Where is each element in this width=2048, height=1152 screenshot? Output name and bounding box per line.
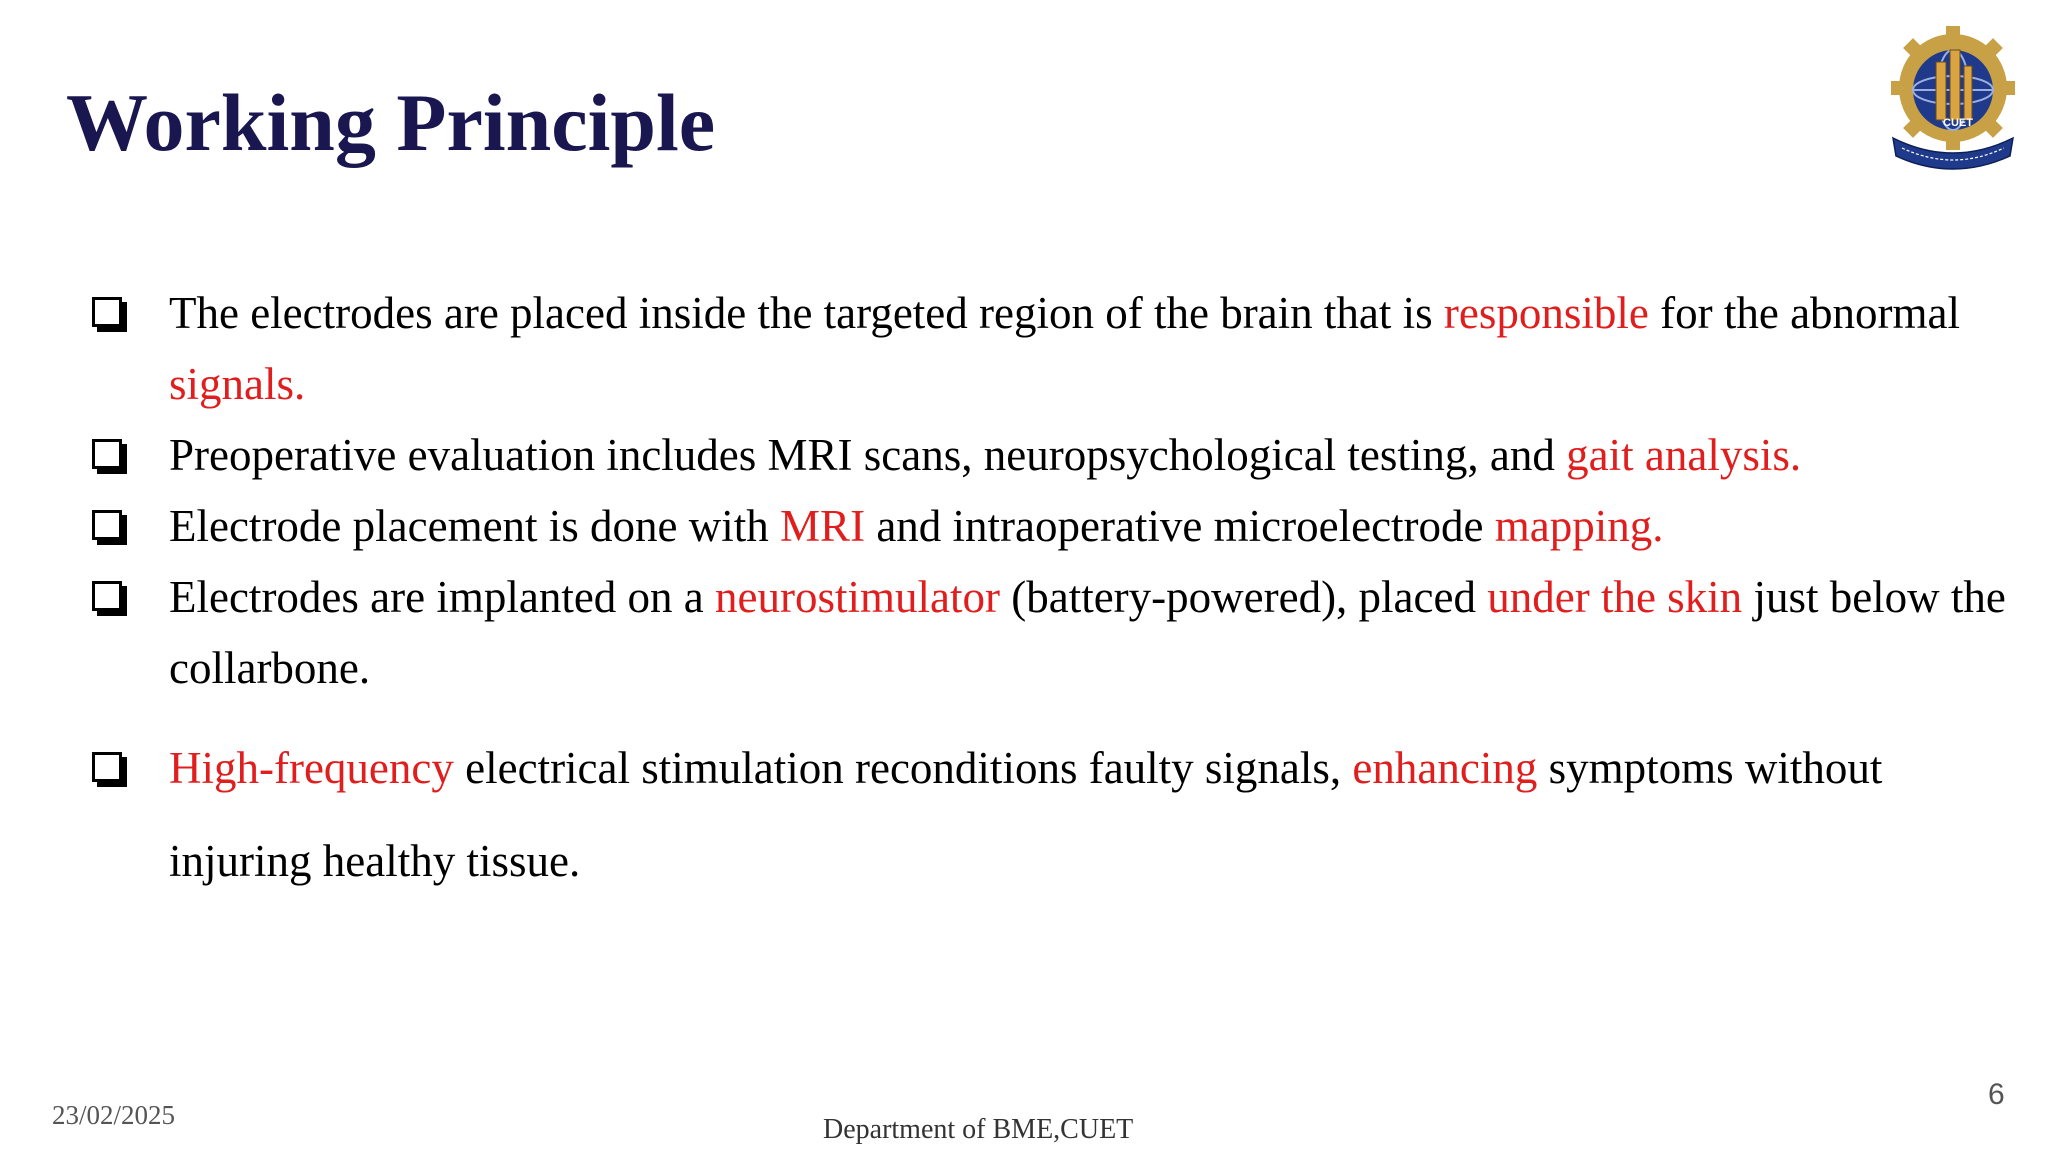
bullet-highlight: enhancing xyxy=(1352,743,1538,793)
bullet-item xyxy=(90,420,2020,491)
bullet-highlight: responsible xyxy=(1443,288,1649,338)
bullet-text-segment: Preoperative evaluation includes MRI scans, neuropsychological testing, and xyxy=(169,430,1567,480)
slide-number: 6 xyxy=(1988,1078,2005,1111)
bullet-highlight: under the skin xyxy=(1487,572,1743,622)
bullet-text-segment: symptoms without injuring healthy tissue. xyxy=(169,743,1883,886)
bullet-text xyxy=(169,501,1664,551)
bullet-text-segment: and intraoperative microelectrode xyxy=(865,501,1495,551)
checkbox-icon xyxy=(92,510,122,540)
bullet-text-segment: The electrodes are placed inside the targeted region of the brain that is xyxy=(169,288,1444,338)
bullet-text xyxy=(169,430,1801,480)
bullet-item xyxy=(90,722,2020,908)
bullet-item xyxy=(90,562,2020,704)
logo-emblem xyxy=(1943,117,1973,129)
bullet-text-segment: Electrode placement is done with xyxy=(169,501,781,551)
bullet-text-segment: for the abnormal xyxy=(1648,288,1961,338)
bullet-item xyxy=(90,491,2020,562)
bullet-text-segment: electrical stimulation reconditions faulty signals, xyxy=(453,743,1353,793)
university-logo xyxy=(1888,26,2018,174)
bullet-highlight: MRI xyxy=(780,501,866,551)
bullet-text-segment: just below the collarbone. xyxy=(169,572,2006,693)
bullet-text-segment: Electrodes are implanted on a xyxy=(169,572,716,622)
bullet-text xyxy=(169,288,1960,409)
bullet-highlight: mapping. xyxy=(1494,501,1664,551)
checkbox-icon xyxy=(92,581,122,611)
checkbox-icon xyxy=(92,297,122,327)
bullet-item xyxy=(90,278,2020,420)
bullet-highlight: gait analysis. xyxy=(1566,430,1802,480)
bullet-highlight: neurostimulator xyxy=(715,572,1000,622)
bullet-text xyxy=(169,572,2006,693)
logo-text: CUET xyxy=(1943,117,1973,129)
checkbox-icon xyxy=(92,752,122,782)
bullet-highlight: High-frequency xyxy=(169,743,454,793)
bullet-highlight: signals. xyxy=(169,359,306,409)
bullet-text xyxy=(169,743,1882,886)
footer-date: 23/02/2025 xyxy=(52,1100,176,1130)
bullet-list xyxy=(90,278,2020,908)
footer-department: Department of BME,CUET xyxy=(823,1114,1134,1145)
slide-title: Working Principle xyxy=(66,77,716,168)
checkbox-icon xyxy=(92,439,122,469)
bullet-text-segment: (battery-powered), placed xyxy=(999,572,1488,622)
